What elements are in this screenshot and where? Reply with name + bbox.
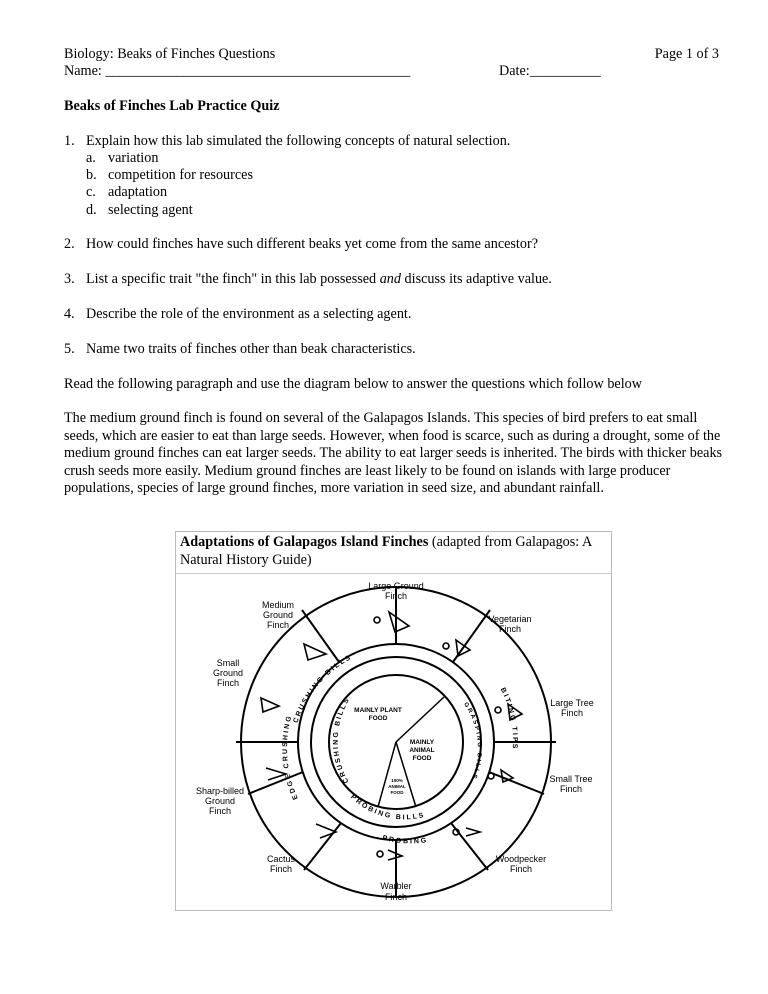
question-text: Explain how this lab simulated the following concepts of natural selection. — [86, 133, 511, 149]
label-large-ground-finch: Large Ground — [368, 581, 424, 591]
label-sharp-billed-finch-2: Ground — [204, 796, 236, 806]
label-large-tree-finch-2: Finch — [560, 708, 584, 718]
question-number: 4. — [64, 306, 75, 322]
question-number: 2. — [64, 236, 75, 252]
question-text: List a specific trait "the finch" in this lab possessed — [86, 271, 380, 287]
spoke — [304, 823, 341, 870]
label-medium-ground-finch: Medium — [261, 600, 295, 610]
food-plant-line1: MAINLY PLANT — [354, 707, 402, 714]
ring-label-grasping: GRASPING BILLS — [462, 701, 483, 781]
sub-letter: b. — [86, 167, 97, 183]
label-cactus-finch-2: Finch — [269, 864, 293, 874]
food-animal-line3: FOOD — [412, 755, 432, 762]
sub-text: variation — [108, 150, 159, 166]
sub-letter: a. — [86, 150, 96, 166]
sub-text: competition for resources — [108, 167, 253, 183]
label-cactus-finch: Cactus — [266, 854, 296, 864]
question-number: 5. — [64, 341, 75, 357]
question-text-end: discuss its adaptive value. — [400, 271, 552, 287]
label-warbler-finch-2: Finch — [384, 892, 408, 902]
label-large-tree-finch: Large Tree — [550, 698, 594, 708]
ring-label-probing-bills: PROBING BILLS — [349, 793, 427, 822]
finch-figure — [175, 531, 612, 911]
large-tree-finch-beak-icon — [495, 704, 522, 720]
sub-question — [86, 150, 158, 167]
label-small-ground-finch-2: Ground — [212, 668, 244, 678]
question-2 — [64, 236, 538, 253]
small-ground-finch-beak-icon — [261, 698, 279, 712]
label-large-ground-finch-2: Finch — [384, 591, 408, 601]
question-5 — [64, 341, 416, 358]
question-number: 1. — [64, 133, 75, 149]
label-small-ground-finch-3: Finch — [216, 678, 240, 688]
food-all-animal-line3: FOOD — [390, 790, 404, 795]
question-4 — [64, 306, 411, 323]
sub-question — [86, 184, 167, 201]
page-label: Page 1 of 3 — [654, 46, 719, 62]
question-3 — [64, 271, 552, 288]
ring-label-edge: EDGE CRUSHING — [282, 713, 300, 801]
ring-label-crushing: CRUSHING BILLS — [292, 653, 354, 725]
ring-label-inner-crushing: CRUSHING BILLS — [332, 695, 352, 785]
label-woodpecker-finch: Woodpecker — [495, 854, 547, 864]
question-emphasis: and — [379, 271, 401, 287]
label-sharp-billed-finch: Sharp-billed — [195, 786, 245, 796]
food-animal-line2: ANIMAL — [409, 747, 435, 754]
reading-paragraph: The medium ground finch is found on several of the Galapagos Islands. This species of bird prefers to eat small seeds, which are easier to eat than large seeds. However, when food is scarce, such as during a drought, some of the medium ground finches can eat larger seeds. The ability to eat larger seeds is inherited. The birds with thicker beaks crush seeds more easily. Medium ground finches are least likely to be found on islands with large producer populations, species of large ground finches, more variation in seed size, and abundant rainfall. — [64, 410, 723, 497]
sub-question — [86, 167, 253, 184]
ring-label-probing: PROBING — [381, 834, 429, 846]
label-vegetarian-finch: Vegetarian — [488, 614, 532, 624]
pie-divider — [378, 742, 396, 807]
spoke — [302, 610, 339, 662]
instruction-text: Read the following paragraph and use the diagram below to answer the questions which follow below — [64, 376, 642, 392]
sharp-billed-finch-beak-icon — [266, 768, 286, 780]
food-animal-line1: MAINLY — [409, 739, 435, 746]
question-text: Name two traits of finches other than beak characteristics. — [86, 341, 416, 357]
spoke — [489, 772, 544, 794]
sub-text: adaptation — [108, 184, 168, 200]
sub-letter: c. — [86, 184, 96, 200]
ring-label-biting: BITING TIPS — [498, 686, 519, 751]
course-title: Biology: Beaks of Finches Questions — [64, 46, 276, 62]
food-plant-line2: FOOD — [368, 715, 388, 722]
large-ground-finch-beak-icon — [374, 612, 409, 632]
sub-letter: d. — [86, 202, 97, 218]
quiz-title: Beaks of Finches Lab Practice Quiz — [64, 98, 280, 114]
food-all-animal-line2: ANIMAL — [388, 784, 406, 789]
question-1 — [64, 133, 510, 150]
cactus-finch-beak-icon — [316, 824, 336, 838]
question-text: Describe the role of the environment as a selecting agent. — [86, 306, 412, 322]
name-field-label: Name: ___________________________________________ — [64, 63, 411, 79]
label-warbler-finch: Warbler — [380, 881, 412, 891]
label-sharp-billed-finch-3: Finch — [208, 806, 232, 816]
question-text: How could finches have such different beaks yet come from the same ancestor? — [86, 236, 538, 252]
medium-ground-finch-beak-icon — [304, 644, 326, 660]
label-woodpecker-finch-2: Finch — [509, 864, 533, 874]
food-all-animal-line1: 100% — [391, 778, 403, 783]
label-medium-ground-finch-3: Finch — [266, 620, 290, 630]
question-number: 3. — [64, 271, 75, 287]
figure-caption-title: Adaptations of Galapagos Island Finches — [180, 534, 429, 550]
label-vegetarian-finch-2: Finch — [498, 624, 522, 634]
spoke — [451, 823, 488, 870]
figure-caption-source: (adapted from Galapagos: A Natural History Guide) — [180, 534, 592, 568]
date-field-label: Date:__________ — [499, 63, 601, 79]
sub-question — [86, 202, 193, 219]
warbler-finch-beak-icon — [377, 850, 402, 860]
label-small-tree-finch-2: Finch — [559, 784, 583, 794]
label-medium-ground-finch-2: Ground — [262, 610, 294, 620]
label-small-tree-finch: Small Tree — [549, 774, 593, 784]
finch-wheel-diagram — [176, 532, 611, 910]
sub-text: selecting agent — [108, 202, 193, 218]
pie-divider — [396, 697, 444, 742]
label-small-ground-finch: Small — [216, 658, 240, 668]
